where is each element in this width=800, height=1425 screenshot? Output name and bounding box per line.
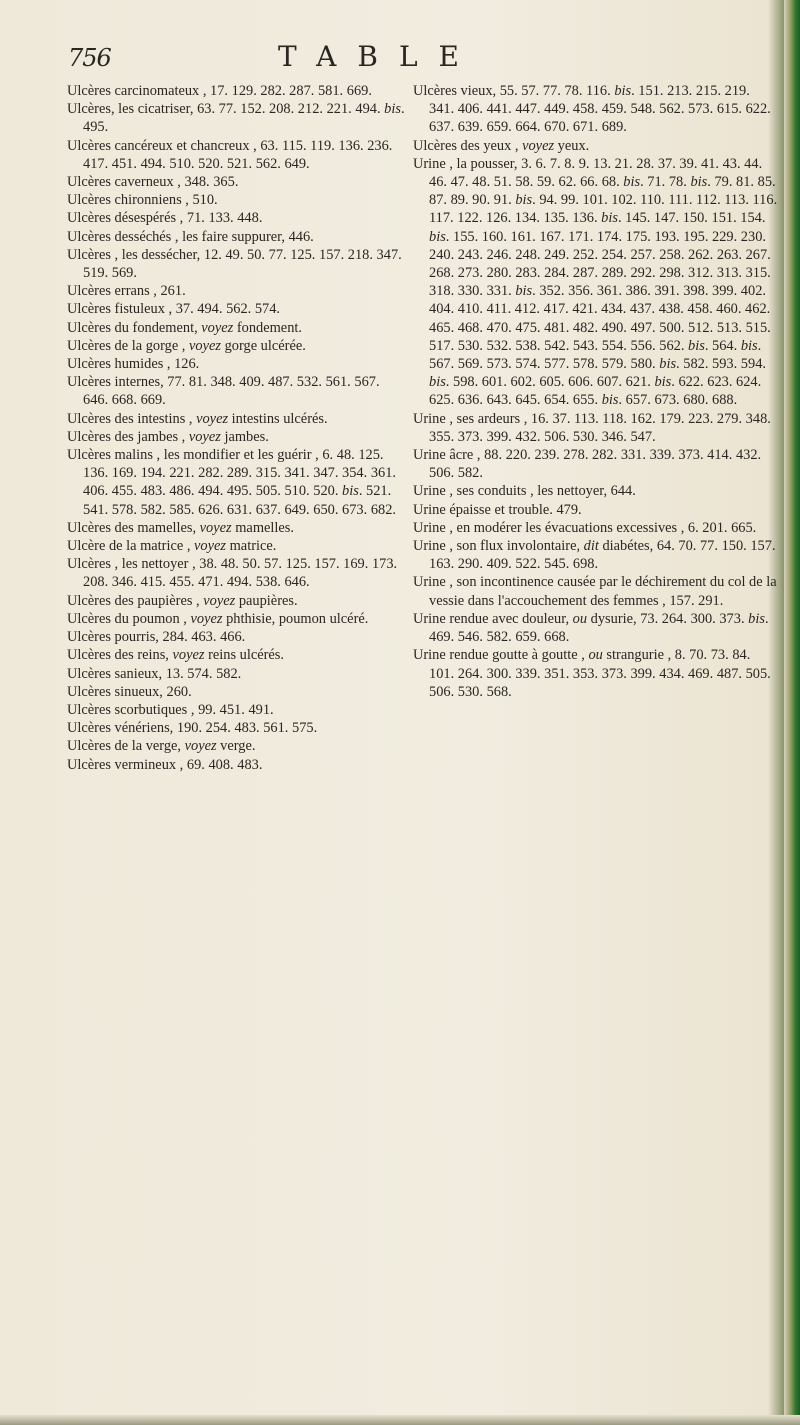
index-entry: Ulcères des mamelles, voyez mamelles. xyxy=(67,519,294,536)
index-entry: Ulcères fistuleux , 37. 494. 562. 574. xyxy=(67,301,281,318)
index-entry: Ulcères carcinomateux , 17. 129. 282. 287. 581. 669. xyxy=(67,83,372,99)
book-edge xyxy=(784,0,800,1425)
index-entry: Ulcères du poumon , voyez phthisie, poumon ulcéré. xyxy=(67,610,369,627)
index-entry: Ulcères vénériens, 190. 254. 483. 561. 575. xyxy=(67,720,318,737)
page-number: 756 xyxy=(68,44,111,72)
index-entry: Ulcères désespérés , 71. 133. 448. xyxy=(67,210,263,227)
index-entry: Urine , ses ardeurs , 16. 37. 113. 118. 162. 179. 223. 279. 348. 355. 373. 399. 432. 506. 530. 346. 547. xyxy=(413,410,771,445)
index-entry: Urine , son flux involontaire, dit diabétes, 64. 70. 77. 150. 157. 163. 290. 409. 522. 545. 698. xyxy=(413,538,776,573)
index-entry: Ulcères de la verge, voyez verge. xyxy=(67,738,256,755)
index-entry: Ulcères sanieux, 13. 574. 582. xyxy=(67,665,242,682)
index-entry: Ulcères desséchés , les faire suppurer, 446. xyxy=(67,228,314,245)
index-column-right xyxy=(413,82,778,701)
index-entry: Ulcères , les nettoyer , 38. 48. 50. 57. 125. 157. 169. 173. 208. 346. 415. 455. 471. 494. 538. 646. xyxy=(67,556,398,591)
index-entry: Urine épaisse et trouble. 479. xyxy=(413,501,582,518)
index-entry: Urine rendue avec douleur, ou dysurie, 73. 264. 300. 373. bis. 469. 546. 582. 659. 668. xyxy=(413,610,769,646)
index-entry: Ulcères des intestins , voyez intestins ulcérés. xyxy=(67,410,328,427)
index-entry: Ulcères internes, 77. 81. 348. 409. 487. 532. 561. 567. 646. 668. 669. xyxy=(67,374,380,409)
index-entry: Ulcères des yeux , voyez yeux. xyxy=(413,137,590,154)
index-entry: Ulcères sinueux, 260. xyxy=(67,683,192,700)
index-entry: Urine , la pousser, 3. 6. 7. 8. 9. 13. 21. 28. 37. 39. 41. 43. 44. 46. 47. 48. 51. 58. 59. 62. 66. 68. bis. 71. 78. bis. 79. 81. 85. 87. 89. 90. 91. bis. 94. 99. 101. 102. 110. 111. 112. 113. 116. 117. 122. 126. 134. 135. 136. bis. 145. 147. 150. 151. 154. bis. 155. 160. 161. 167. 171. 174. 175. 193. 195. 229. 230. 240. 243. 246. 248. 249. 252. 254. 257. 258. 262. 263. 267. 268. 273. 280. 283. 284. 287. 289. 292. 298. 312. 313. 315. 318. 330. 331. bis. 352. 356. 361. 386. 391. 398. 399. 402. 404. 410. 411. 412. 417. 421. 434. 437. 438. 458. 460. 462. 465. 468. 470. 475. 481. 482. 490. 497. 500. 512. 513. 515. 517. 530. 532. 538. 542. 543. 554. 556. 562. bis. 564. bis. 567. 569. 573. 574. 577. 578. 579. 580. bis. 582. 593. 594. bis. 598. 601. 602. 605. 606. 607. 621. bis. 622. 623. 624. 625. 636. 643. 645. 654. 655. bis. 657. 673. 680. 688. xyxy=(413,155,778,409)
index-entry: Ulcères vermineux , 69. 408. 483. xyxy=(67,756,263,773)
index-entry: Ulcères humides , 126. xyxy=(67,356,200,373)
index-entry: Ulcères de la gorge , voyez gorge ulcérée. xyxy=(67,337,306,354)
index-entry: Urine , ses conduits , les nettoyer, 644. xyxy=(413,483,636,500)
index-entry: Ulcères chironniens , 510. xyxy=(67,192,218,209)
index-entry: Ulcères cancéreux et chancreux , 63. 115. 119. 136. 236. 417. 451. 494. 510. 520. 521. 562. 649. xyxy=(67,137,393,172)
index-entry: Urine rendue goutte à goutte , ou strangurie , 8. 70. 73. 84. 101. 264. 300. 339. 351. 353. 373. 399. 434. 469. 487. 505. 506. 530. 568. xyxy=(413,647,771,700)
index-entry: Urine âcre , 88. 220. 239. 278. 282. 331. 339. 373. 414. 432. 506. 582. xyxy=(413,447,762,482)
index-entry: Ulcères , les dessécher, 12. 49. 50. 77. 125. 157. 218. 347. 519. 569. xyxy=(67,246,402,282)
index-column-left xyxy=(67,82,407,774)
index-entry: Ulcères des reins, voyez reins ulcérés. xyxy=(67,647,284,664)
index-entry: Ulcères malins , les mondifier et les guérir , 6. 48. 125. 136. 169. 194. 221. 282. 289. 315. 341. 347. 354. 361. 406. 455. 483. 486. 494. 495. 505. 510. 520. bis. 521. 541. 578. 582. 585. 626. 631. 637. 649. 650. 673. 682. xyxy=(67,447,396,518)
index-entry: Urine , en modérer les évacuations excessives , 6. 201. 665. xyxy=(413,519,757,536)
index-entry: Urine , son incontinence causée par le déchirement du col de la vessie dans l'accouchement des femmes , 157. 291. xyxy=(413,574,777,609)
index-entry: Ulcères du fondement, voyez fondement. xyxy=(67,319,302,336)
index-entry: Ulcères, les cicatriser, 63. 77. 152. 208. 212. 221. 494. bis. 495. xyxy=(67,101,405,136)
index-entry: Ulcères des jambes , voyez jambes. xyxy=(67,428,269,445)
index-entry: Ulcères scorbutiques , 99. 451. 491. xyxy=(67,701,274,718)
index-entry: Ulcères caverneux , 348. 365. xyxy=(67,174,239,191)
index-entry: Ulcères errans , 261. xyxy=(67,283,186,300)
index-entry: Ulcères pourris, 284. 463. 466. xyxy=(67,629,246,646)
page-bottom-edge xyxy=(0,1415,800,1425)
index-entry: Ulcère de la matrice , voyez matrice. xyxy=(67,538,277,555)
index-entry: Ulcères des paupières , voyez paupières. xyxy=(67,592,298,609)
page-title: TABLE xyxy=(278,40,480,73)
page-header xyxy=(68,38,768,78)
index-entry: Ulcères vieux, 55. 57. 77. 78. 116. bis. 151. 213. 215. 219. 341. 406. 441. 447. 449. 458. 459. 548. 562. 573. 615. 622. 637. 639. 659. 664. 670. 671. 689. xyxy=(413,83,771,136)
